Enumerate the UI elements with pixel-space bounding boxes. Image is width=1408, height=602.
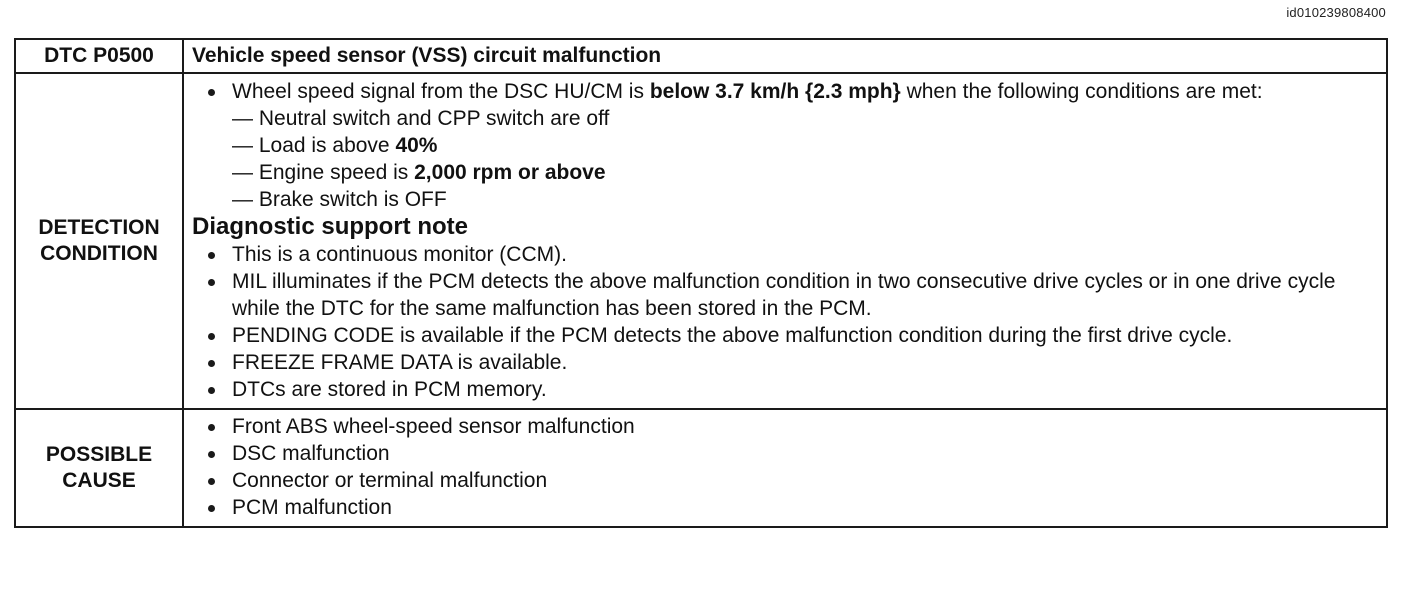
dtc-title: Vehicle speed sensor (VSS) circuit malfunction: [183, 39, 1387, 73]
document-id: id010239808400: [1286, 5, 1386, 20]
wheel-speed-text-after: when the following conditions are met:: [900, 80, 1263, 103]
possible-cause-body: [183, 409, 1387, 527]
cause-item: Front ABS wheel-speed sensor malfunction: [192, 413, 1374, 440]
detection-condition-row: [15, 73, 1387, 409]
detection-condition-label: [15, 73, 183, 409]
table-header-row: [15, 39, 1387, 73]
support-note-heading: Diagnostic support note: [192, 213, 468, 240]
wheel-speed-condition: [192, 78, 1374, 105]
detection-condition-body: [183, 73, 1387, 409]
cause-item: DSC malfunction: [192, 440, 1374, 467]
wheel-speed-text-before: Wheel speed signal from the DSC HU/CM is: [232, 80, 650, 103]
cause-item: PCM malfunction: [192, 494, 1374, 521]
condition-item: [192, 105, 1374, 132]
dash-glyph: —: [232, 188, 259, 211]
support-note-item: DTCs are stored in PCM memory.: [192, 376, 1374, 403]
condition-text: Load is above: [258, 134, 396, 157]
possible-cause-label: [15, 409, 183, 527]
condition-text: Neutral switch and CPP switch are off: [258, 107, 610, 130]
dtc-table: [14, 38, 1388, 528]
condition-bold: 2,000 rpm or above: [414, 161, 606, 184]
possible-cause-row: [15, 409, 1387, 527]
condition-text: Engine speed is: [258, 161, 415, 184]
support-note-item: MIL illuminates if the PCM detects the above malfunction condition in two consecutive drive cycles or in one drive cycle while the DTC for the same malfunction has been stored in the PCM.: [192, 268, 1374, 322]
dash-glyph: —: [232, 107, 259, 130]
condition-text: Brake switch is OFF: [258, 188, 447, 211]
dtc-code: DTC P0500: [15, 39, 183, 73]
condition-bold: 40%: [395, 134, 438, 157]
support-note-item: PENDING CODE is available if the PCM detects the above malfunction condition during the first drive cycle.: [192, 322, 1374, 349]
dash-glyph: —: [232, 134, 259, 157]
detection-label-line1: DETECTION: [38, 216, 160, 239]
dash-glyph: —: [232, 161, 259, 184]
detection-label-line2: CONDITION: [40, 242, 158, 265]
support-note-item: This is a continuous monitor (CCM).: [192, 241, 1374, 268]
wheel-speed-threshold: below 3.7 km/h {2.3 mph}: [649, 80, 901, 103]
condition-item: [192, 132, 1374, 159]
condition-item: [192, 186, 1374, 213]
cause-item: Connector or terminal malfunction: [192, 467, 1374, 494]
cause-label-line1: POSSIBLE: [45, 443, 153, 466]
cause-label-line2: CAUSE: [62, 469, 136, 492]
support-note-item: FREEZE FRAME DATA is available.: [192, 349, 1374, 376]
condition-item: [192, 159, 1374, 186]
